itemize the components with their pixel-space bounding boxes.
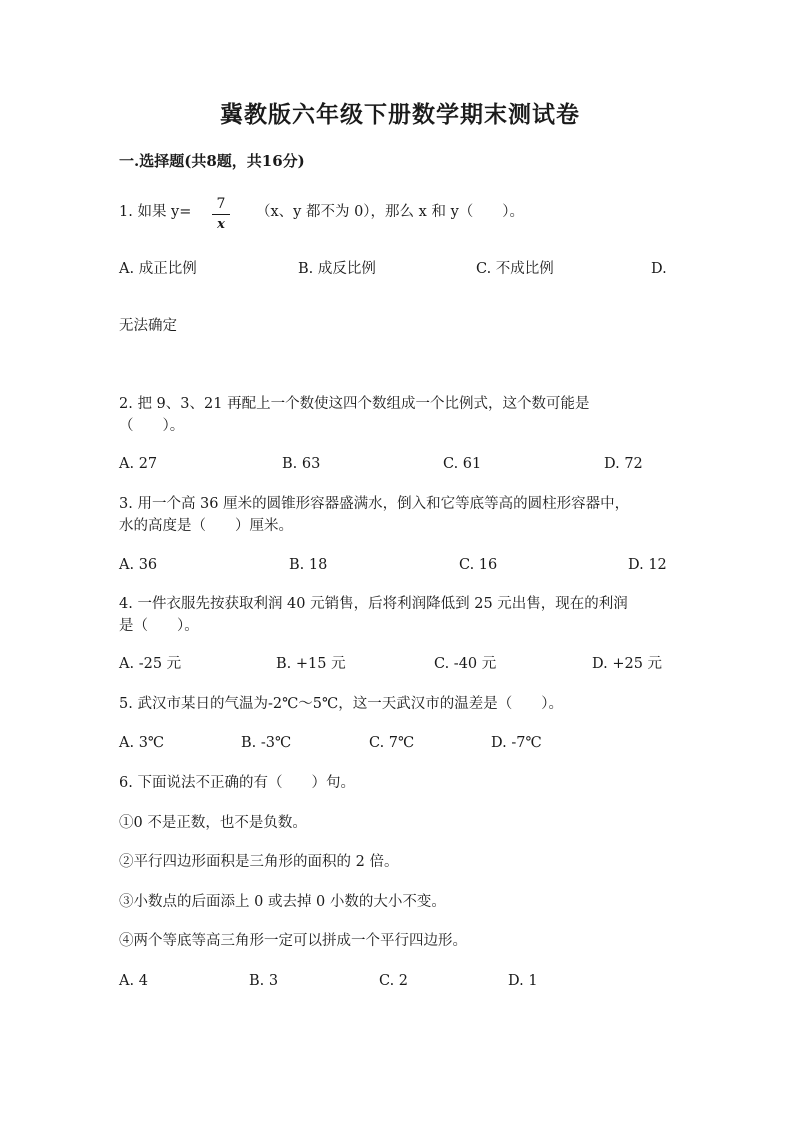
q3-option-d: D. 12: [628, 557, 667, 573]
question-2-line-1: 2. 把 9、3、21 再配上一个数使这四个数组成一个比例式，这个数可能是: [119, 396, 590, 412]
q6-statement-2: ②平行四边形面积是三角形的面积的 2 倍。: [119, 854, 399, 870]
question-3-line-2: 水的高度是（ ）厘米。: [119, 518, 293, 534]
q6-option-b: B. 3: [249, 973, 279, 989]
fraction-numerator: 7: [216, 196, 226, 212]
q1-option-a: A. 成正比例: [119, 261, 197, 277]
q1-option-b: B. 成反比例: [298, 261, 376, 277]
question-4-line-1: 4. 一件衣服先按获取利润 40 元销售，后将利润降低到 25 元出售，现在的利润: [119, 596, 628, 612]
fraction-denominator: x: [217, 217, 225, 232]
q1-option-d: D.: [651, 261, 667, 277]
q2-option-c: C. 61: [443, 456, 482, 472]
q6-option-a: A. 4: [119, 973, 148, 989]
question-6-line-1: 6. 下面说法不正确的有（ ）句。: [119, 775, 355, 791]
q5-option-a: A. 3℃: [119, 735, 165, 751]
q6-statement-1: ①0 不是正数，也不是负数。: [119, 815, 307, 831]
q1-option-d-text: 无法确定: [119, 318, 177, 334]
q3-option-b: B. 18: [289, 557, 328, 573]
q1-option-c: C. 不成比例: [476, 261, 554, 277]
question-5-line-1: 5. 武汉市某日的气温为-2℃～5℃，这一天武汉市的温差是（ ）。: [119, 696, 563, 712]
q5-option-d: D. -7℃: [491, 735, 542, 751]
q2-option-a: A. 27: [119, 456, 158, 472]
q4-option-d: D. +25 元: [592, 656, 663, 672]
question-2-line-2: （ ）。: [119, 418, 185, 434]
fraction-bar: [212, 214, 230, 215]
fraction-7-over-x: [212, 196, 230, 233]
question-1-prefix: 1. 如果 y=: [119, 204, 192, 220]
q6-option-c: C. 2: [379, 973, 409, 989]
q2-option-d: D. 72: [604, 456, 643, 472]
q6-statement-3: ③小数点的后面添上 0 或去掉 0 小数的大小不变。: [119, 894, 446, 910]
q2-option-b: B. 63: [282, 456, 321, 472]
q4-option-c: C. -40 元: [434, 656, 497, 672]
q6-option-d: D. 1: [508, 973, 538, 989]
q5-option-c: C. 7℃: [369, 735, 415, 751]
q3-option-c: C. 16: [459, 557, 498, 573]
q5-option-b: B. -3℃: [241, 735, 292, 751]
section-heading: 一.选择题(共8题，共16分): [119, 152, 305, 170]
question-1-suffix: （x、y 都不为 0），那么 x 和 y（ ）。: [256, 204, 525, 220]
q6-statement-4: ④两个等底等高三角形一定可以拼成一个平行四边形。: [119, 933, 467, 949]
q4-option-a: A. -25 元: [119, 656, 182, 672]
question-4-line-2: 是（ ）。: [119, 618, 199, 634]
question-3-line-1: 3. 用一个高 36 厘米的圆锥形容器盛满水，倒入和它等底等高的圆柱形容器中，: [119, 496, 630, 512]
q4-option-b: B. +15 元: [276, 656, 346, 672]
page-title: 冀教版六年级下册数学期末测试卷: [220, 101, 580, 128]
q3-option-a: A. 36: [119, 557, 158, 573]
